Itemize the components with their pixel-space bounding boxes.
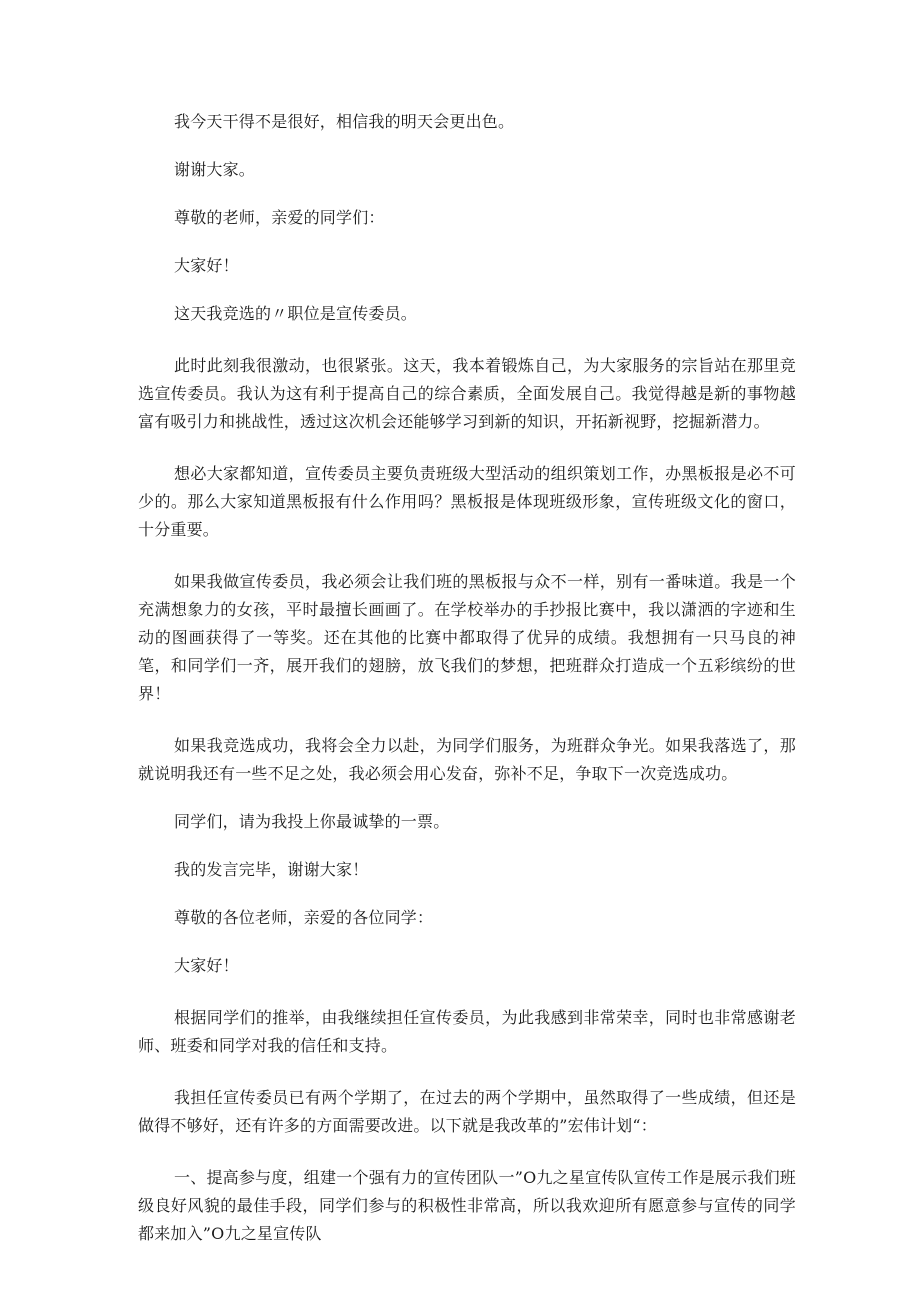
paragraph: 大家好！ <box>174 256 239 275</box>
paragraph: 同学们，请为我投上你最诚挚的一票。 <box>174 812 450 831</box>
paragraph: 大家好！ <box>174 956 239 975</box>
paragraph: 谢谢大家。 <box>174 160 256 179</box>
paragraph: 根据同学们的推举，由我继续担任宣传委员，为此我感到非常荣幸，同时也非常感谢老师、班委和同学对我的信任和支持。 <box>138 1008 796 1055</box>
paragraph: 一、提高参与度，组建一个强有力的宣传团队一”O九之星宣传队宣传工作是展示我们班级良好风貌的最佳手段，同学们参与的积极性非常高，所以我欢迎所有愿意参与宣传的同学都来加入”O九之星宣传队 <box>138 1168 796 1243</box>
paragraph: 我的发言完毕，谢谢大家！ <box>174 860 369 879</box>
paragraph: 如果我做宣传委员，我必须会让我们班的黑板报与众不一样，别有一番味道。我是一个充满想象力的女孩，平时最擅长画画了。在学校举办的手抄报比赛中，我以潇洒的字迹和生动的图画获得了一等奖。还在其他的比赛中都取得了优异的成绩。我想拥有一只马良的神笔，和同学们一齐，展开我们的翅膀，放飞我们的梦想，把班群众打造成一个五彩缤纷的世界！ <box>138 572 796 703</box>
document-body <box>138 108 796 1272</box>
paragraph: 我今天干得不是很好，相信我的明天会更出色。 <box>174 112 515 131</box>
paragraph: 此时此刻我很激动，也很紧张。这天，我本着锻炼自己，为大家服务的宗旨站在那里竞选宣传委员。我认为这有利于提高自己的综合素质，全面发展自己。我觉得越是新的事物越富有吸引力和挑战性，透过这次机会还能够学习到新的知识，开拓新视野，挖掘新潜力。 <box>138 356 796 431</box>
paragraph: 我担任宣传委员已有两个学期了，在过去的两个学期中，虽然取得了一些成绩，但还是做得不够好，还有许多的方面需要改进。以下就是我改革的”宏伟计划“： <box>138 1088 796 1135</box>
paragraph: 尊敬的各位老师，亲爱的各位同学： <box>174 908 434 927</box>
paragraph: 如果我竞选成功，我将会全力以赴，为同学们服务，为班群众争光。如果我落选了，那就说明我还有一些不足之处，我必须会用心发奋，弥补不足，争取下一次竞选成功。 <box>138 736 796 783</box>
paragraph: 这天我竞选的〃职位是宣传委员。 <box>174 304 418 323</box>
paragraph: 想必大家都知道，宣传委员主要负责班级大型活动的组织策划工作，办黑板报是必不可少的。那么大家知道黑板报有什么作用吗？黑板报是体现班级形象，宣传班级文化的窗口，十分重要。 <box>138 464 796 539</box>
paragraph: 尊敬的老师，亲爱的同学们： <box>174 208 385 227</box>
